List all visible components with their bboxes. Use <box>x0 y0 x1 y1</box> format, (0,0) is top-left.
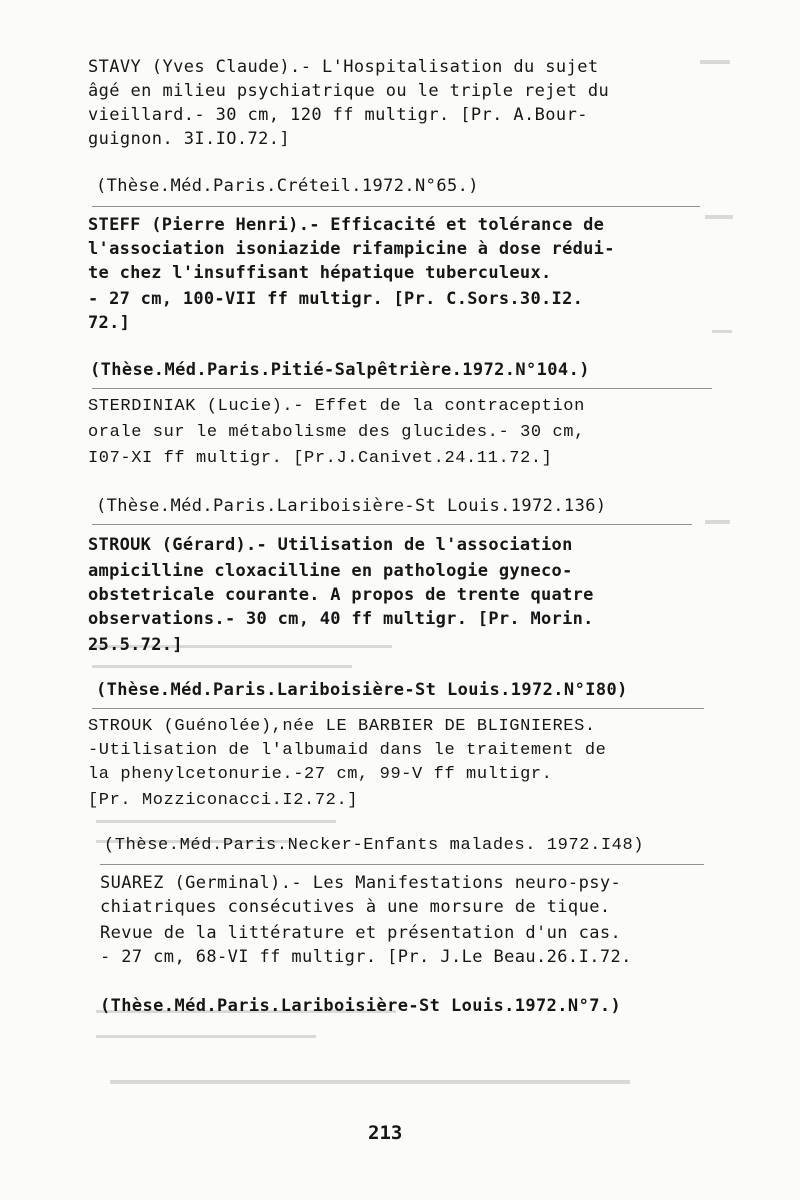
thesis-citation: (Thèse.Méd.Paris.Lariboisière-St Louis.1972.N°7.) <box>100 996 622 1016</box>
separator-line <box>92 524 692 525</box>
entry-text-line: chiatriques consécutives à une morsure de tique. <box>100 897 611 917</box>
entry-text-line: observations.- 30 cm, 40 ff multigr. [Pr. Morin. <box>88 609 594 629</box>
entry-text-line: I07-XI ff multigr. [Pr.J.Canivet.24.11.72.] <box>88 449 553 468</box>
entry-text-line: ampicilline cloxacilline en pathologie gyneco- <box>88 561 573 581</box>
entry-text-line: STEFF (Pierre Henri).- Efficacité et tolérance de <box>88 215 605 235</box>
entry-text-line: âgé en milieu psychiatrique ou le triple rejet du <box>88 81 610 101</box>
entry-text-line: [Pr. Mozziconacci.I2.72.] <box>88 791 359 810</box>
entry-text-line: STERDINIAK (Lucie).- Effet de la contraception <box>88 397 585 416</box>
entry-text-line: obstetricale courante. A propos de trente quatre <box>88 585 594 605</box>
thesis-citation: (Thèse.Méd.Paris.Créteil.1972.N°65.) <box>96 176 479 196</box>
entry-text-line: vieillard.- 30 cm, 120 ff multigr. [Pr. A.Bour- <box>88 105 588 125</box>
entry-text-line: orale sur le métabolisme des glucides.- 30 cm, <box>88 423 585 442</box>
separator-line <box>92 708 704 709</box>
entry-text-line: STROUK (Gérard).- Utilisation de l'association <box>88 535 573 555</box>
entry-text-line: 25.5.72.] <box>88 635 183 655</box>
entry-text-line: STAVY (Yves Claude).- L'Hospitalisation du sujet <box>88 57 599 77</box>
entry-text-line: guignon. 3I.IO.72.] <box>88 129 291 149</box>
separator-line <box>92 206 700 207</box>
entry-text-line: 72.] <box>88 313 131 333</box>
page-number: 213 <box>368 1122 403 1144</box>
entry-text-line: l'association isoniazide rifampicine à dose rédui- <box>88 239 615 259</box>
thesis-citation: (Thèse.Méd.Paris.Pitié-Salpêtrière.1972.N°104.) <box>90 360 590 380</box>
thesis-citation: (Thèse.Méd.Paris.Necker-Enfants malades. 1972.I48) <box>104 836 645 855</box>
entry-text-line: STROUK (Guénolée),née LE BARBIER DE BLIGNIERES. <box>88 717 596 736</box>
entry-text-line: la phenylcetonurie.-27 cm, 99-V ff multigr. <box>88 765 553 784</box>
entry-text-line: - 27 cm, 68-VI ff multigr. [Pr. J.Le Beau.26.I.72. <box>100 947 632 967</box>
entry-text-line: Revue de la littérature et présentation d'un cas. <box>100 923 622 943</box>
entry-text-line: te chez l'insuffisant hépatique tuberculeux. <box>88 263 552 283</box>
entry-text-line: - 27 cm, 100-VII ff multigr. [Pr. C.Sors.30.I2. <box>88 289 584 309</box>
entry-text-line: -Utilisation de l'albumaid dans le traitement de <box>88 741 607 760</box>
thesis-citation: (Thèse.Méd.Paris.Lariboisière-St Louis.1972.136) <box>96 496 607 516</box>
entry-text-line: SUAREZ (Germinal).- Les Manifestations neuro-psy- <box>100 873 622 893</box>
separator-line <box>100 864 704 865</box>
separator-line <box>92 388 712 389</box>
thesis-citation: (Thèse.Méd.Paris.Lariboisière-St Louis.1972.N°I80) <box>96 680 628 700</box>
